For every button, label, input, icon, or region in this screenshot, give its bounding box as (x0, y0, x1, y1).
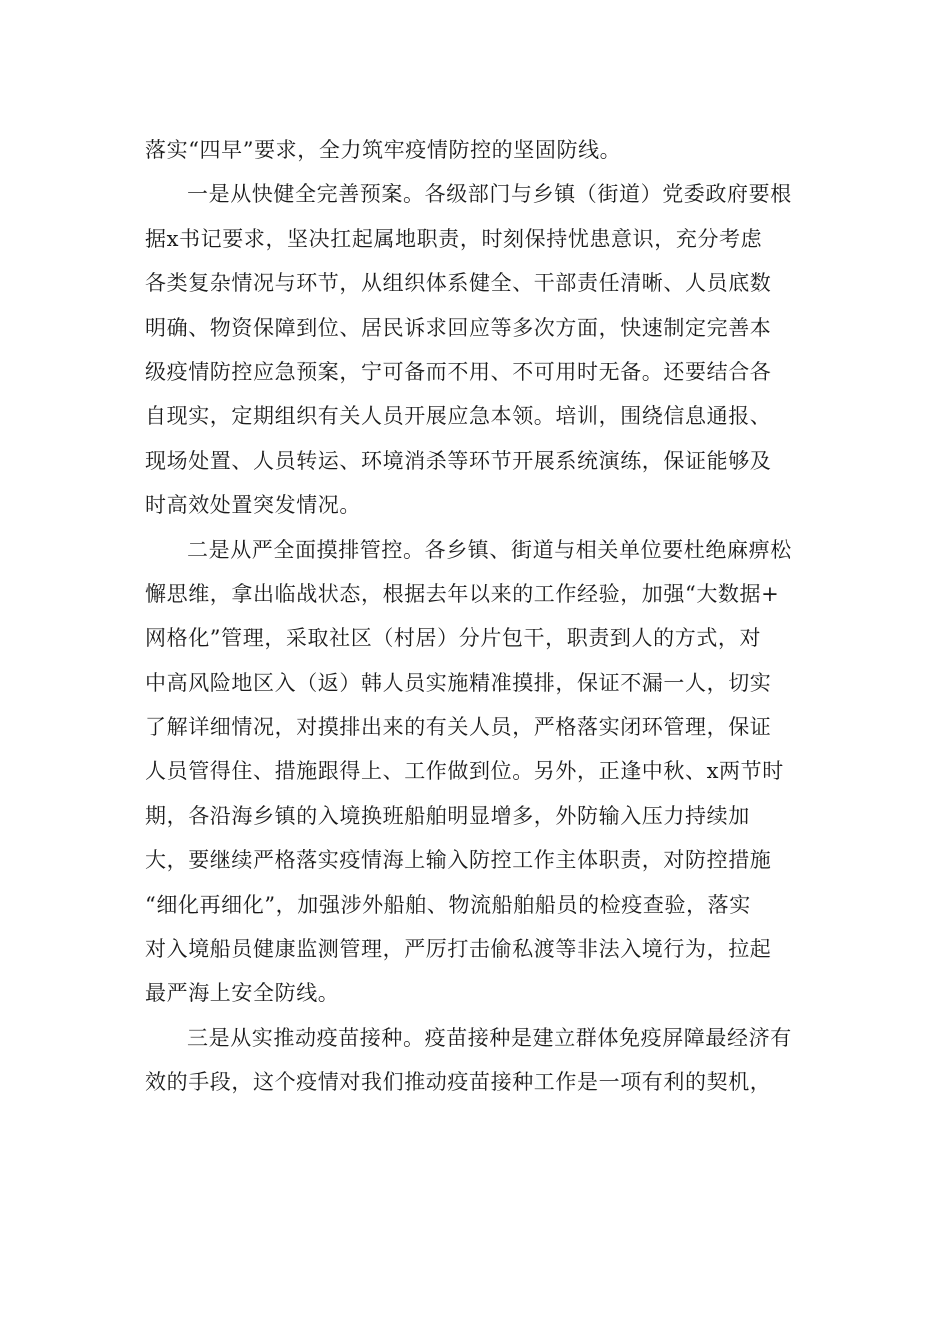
text-line: 一是从快健全完善预案。各级部门与乡镇（街道）党委政府要根 (187, 182, 792, 207)
text-line: 了解详细情况，对摸排出来的有关人员，严格落实闭环管理，保证 (145, 715, 772, 740)
text-line: 落实“四早”要求，全力筑牢疫情防控的坚固防线。 (145, 138, 622, 162)
text-line: 级疫情防控应急预案，宁可备而不用、不可用时无备。还要结合各 (145, 359, 772, 384)
text-line: 大，要继续严格落实疫情海上输入防控工作主体职责，对防控措施 (145, 848, 772, 873)
text-line: 懈思维，拿出临战状态，根据去年以来的工作经验，加强“大数据+ (145, 581, 780, 606)
text-line: 中高风险地区入（返）韩人员实施精准摸排，保证不漏一人，切实 (145, 670, 772, 695)
text-line: 明确、物资保障到位、居民诉求回应等多次方面，快速制定完善本 (145, 315, 772, 340)
text-line: 自现实，定期组织有关人员开展应急本领。培训，围绕信息通报、 (145, 404, 772, 429)
text-line: “细化再细化”，加强涉外船舶、物流船舶船员的检疫查验，落实 (145, 892, 751, 917)
paragraph-screening (145, 528, 805, 1016)
text-line: 效的手段，这个疫情对我们推动疫苗接种工作是一项有利的契机， (145, 1070, 772, 1095)
text-line: 各类复杂情况与环节，从组织体系健全、干部责任清晰、人员底数 (145, 271, 772, 296)
paragraph-vaccination (145, 1016, 805, 1105)
text-line: 对入境船员健康监测管理，严厉打击偷私渡等非法入境行为，拉起 (145, 937, 772, 962)
document-body (145, 128, 805, 1105)
text-line: 期，各沿海乡镇的入境换班船舶明显增多，外防输入压力持续加 (145, 803, 750, 828)
text-line: 最严海上安全防线。 (145, 981, 340, 1006)
text-line: 网格化”管理，采取社区（村居）分片包干，职责到人的方式，对 (145, 626, 762, 651)
text-line: 人员管得住、措施跟得上、工作做到位。另外，正逢中秋、x两节时 (145, 759, 784, 784)
text-line: 二是从严全面摸排管控。各乡镇、街道与相关单位要杜绝麻痹松 (187, 537, 792, 562)
text-line: 三是从实推动疫苗接种。疫苗接种是建立群体免疫屏障最经济有 (187, 1025, 792, 1050)
text-line: 时高效处置突发情况。 (145, 493, 361, 518)
text-line: 现场处置、人员转运、环境消杀等环节开展系统演练，保证能够及 (145, 448, 772, 473)
paragraph-intro (145, 128, 805, 172)
text-line: 据x书记要求，坚决扛起属地职责，时刻保持忧患意识，充分考虑 (145, 226, 763, 251)
paragraph-plan (145, 172, 805, 527)
